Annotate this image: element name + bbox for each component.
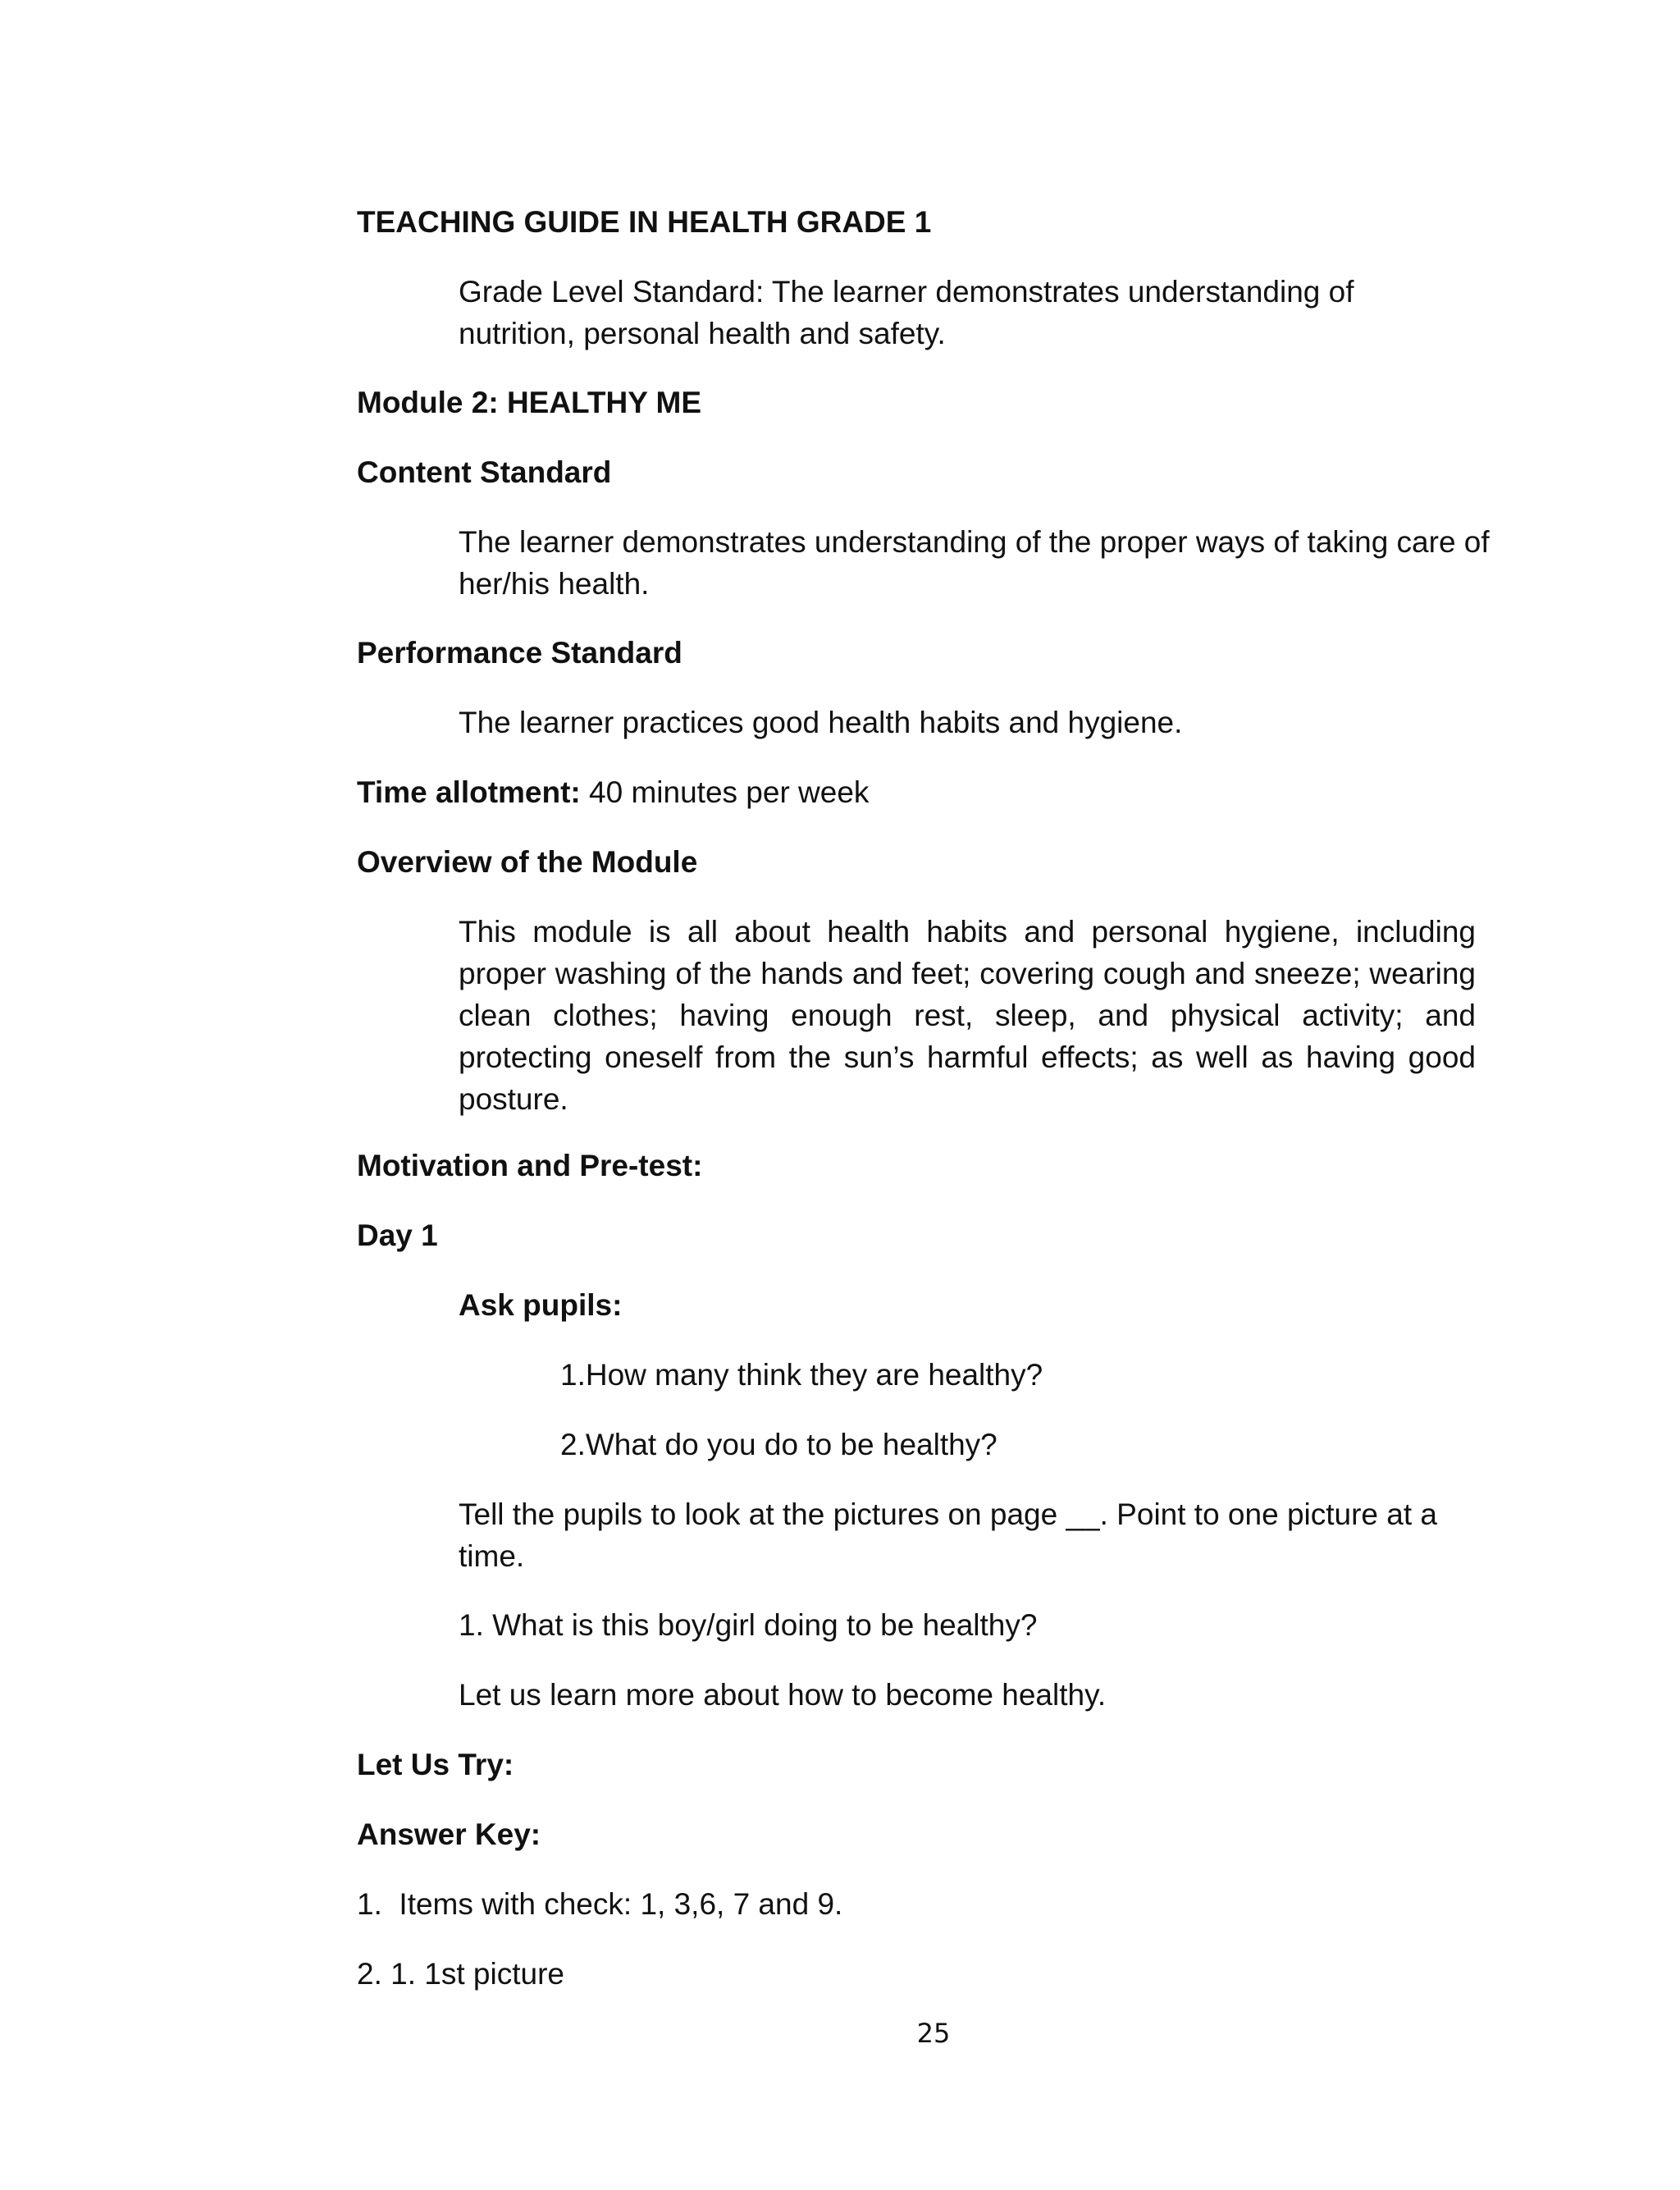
- answer-key-heading: Answer Key:: [357, 1817, 541, 1851]
- content-standard-text: The learner demonstrates understanding of the proper ways of taking care of her/his health.: [459, 525, 1490, 601]
- module-title: Module 2: HEALTHY ME: [357, 386, 702, 419]
- picture-question: 1. What is this boy/girl doing to be healthy?: [459, 1608, 1038, 1642]
- learn-more: Let us learn more about how to become healthy.: [459, 1678, 1107, 1712]
- answer-item: 2. 1. 1st picture: [357, 1957, 564, 1991]
- question-item: 1.How many think they are healthy?: [560, 1358, 1043, 1392]
- motivation-heading: Motivation and Pre-test:: [357, 1149, 703, 1182]
- performance-standard-heading: Performance Standard: [357, 636, 682, 670]
- question-item: 2.What do you do to be healthy?: [560, 1428, 998, 1461]
- overview-text: This module is all about health habits and personal hygiene, including proper washing of the hands and feet; covering cough and sneeze; wearing clean clothes; having enough rest, sleep, and physical activity; and protecting oneself from the sun’s harmful effects; as well as having good posture.: [459, 915, 1476, 1116]
- time-allotment-value: 40 minutes per week: [580, 775, 870, 809]
- performance-standard-text: The learner practices good health habits and hygiene.: [459, 706, 1183, 739]
- content-standard-heading: Content Standard: [357, 455, 612, 489]
- answer-item: 1. Items with check: 1, 3,6, 7 and 9.: [357, 1887, 843, 1921]
- day-heading: Day 1: [357, 1218, 438, 1252]
- overview-heading: Overview of the Module: [357, 845, 698, 879]
- let-us-try-heading: Let Us Try:: [357, 1748, 514, 1781]
- pictures-instruction: Tell the pupils to look at the pictures on page __. Point to one picture at a time.: [459, 1497, 1437, 1573]
- grade-level-standard: Grade Level Standard: The learner demonstrates understanding of nutrition, personal health and safety.: [459, 275, 1354, 350]
- time-allotment: [357, 771, 869, 813]
- ask-pupils-heading: Ask pupils:: [459, 1288, 623, 1322]
- page-number: 25: [916, 2018, 951, 2049]
- document-title: TEACHING GUIDE IN HEALTH GRADE 1: [357, 205, 932, 239]
- time-allotment-label: Time allotment:: [357, 775, 581, 809]
